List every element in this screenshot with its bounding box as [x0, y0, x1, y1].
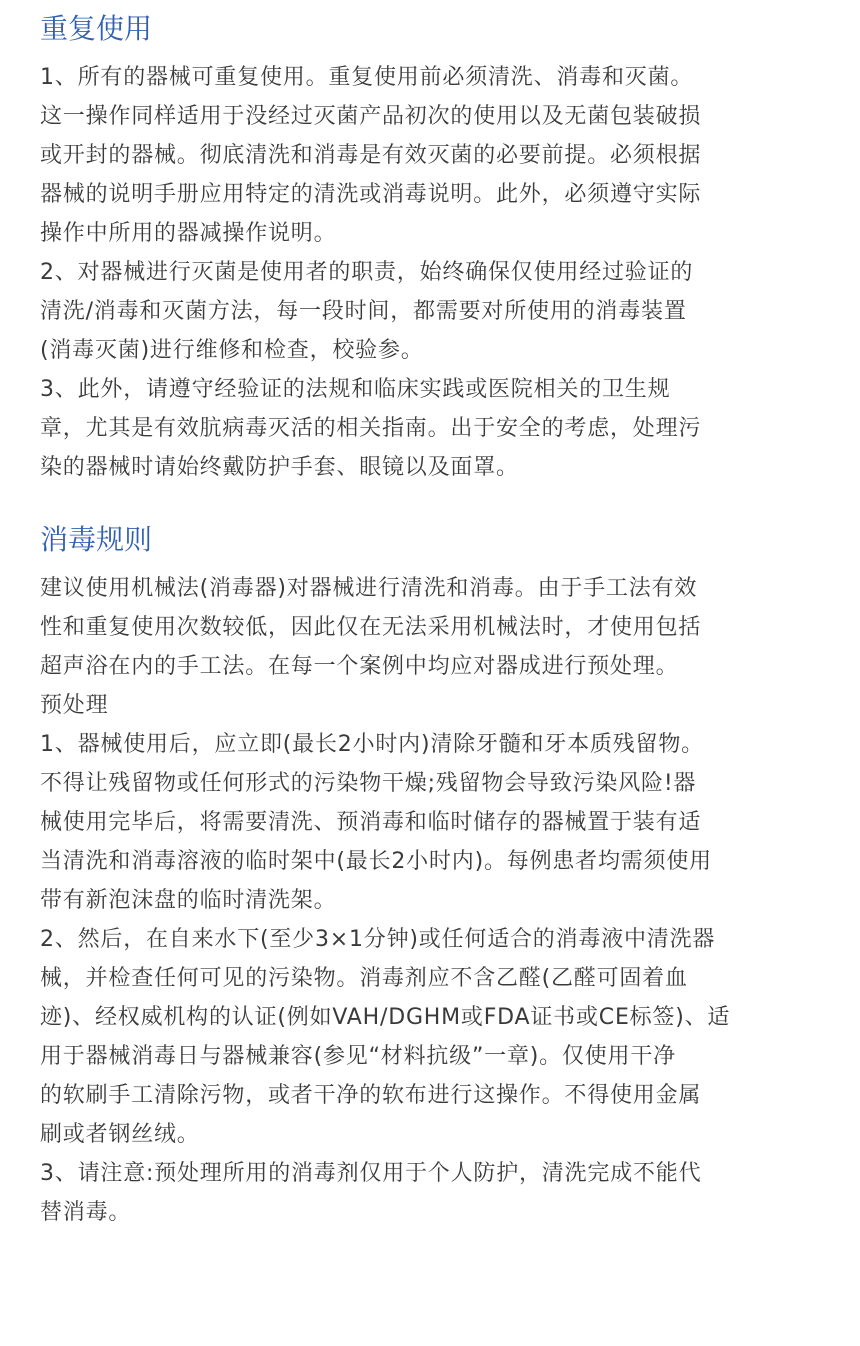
text-line: 迹)、经权威机构的认证(例如VAH/DGHM或FDA证书或CE标签)、适	[40, 1005, 731, 1030]
text-line: 1、器械使用后，应立即(最长2小时内)清除牙髓和牙本质残留物。	[40, 732, 704, 757]
text-line: 这一操作同样适用于没经过灭菌产品初次的使用以及无菌包装破损	[40, 104, 702, 129]
text-line: 操作中所用的器减操作说明。	[40, 221, 337, 246]
section-body-reuse	[40, 58, 820, 487]
text-line: 3、此外，请遵守经验证的法规和临床实践或医院相关的卫生规	[40, 377, 671, 402]
document-page	[0, 8, 860, 1346]
text-line: 当清洗和消毒溶液的临时架中(最长2小时内)。每例患者均需须使用	[40, 849, 712, 874]
text-line: 替消毒。	[40, 1200, 132, 1225]
text-line: 2、然后，在自来水下(至少3×1分钟)或任何适合的消毒液中清洗器	[40, 927, 716, 952]
text-line: 2、对器械进行灭菌是使用者的职责，始终确保仅使用经过验证的	[40, 260, 694, 285]
text-line: 3、请注意:预处理所用的消毒剂仅用于个人防护，清洗完成不能代	[40, 1161, 702, 1186]
text-line: 的软刷手工清除污物，或者干净的软布进行这操作。不得使用金属	[40, 1083, 702, 1108]
text-line: 1、所有的器械可重复使用。重复使用前必须清洗、消毒和灭菌。	[40, 65, 694, 90]
section-title-reuse: 重复使用	[40, 12, 153, 45]
text-line: 用于器械消毒日与器械兼容(参见“材料抗级”一章)。仅使用干净	[40, 1044, 676, 1069]
text-line: 超声浴在内的手工法。在每一个案例中均应对器成进行预处理。	[40, 654, 679, 679]
text-line: 械，并检查任何可见的污染物。消毒剂应不含乙醛(乙醛可固着血	[40, 966, 688, 991]
text-line: (消毒灭菌)进行维修和检查，校验参。	[40, 338, 424, 363]
text-line: 械使用完毕后，将需要清洗、预消毒和临时储存的器械置于装有适	[40, 810, 702, 835]
text-line: 带有新泡沫盘的临时清洗架。	[40, 888, 337, 913]
text-line: 染的器械时请始终戴防护手套、眼镜以及面罩。	[40, 455, 519, 480]
text-line: 清洗/消毒和灭菌方法，每一段时间，都需要对所使用的消毒装置	[40, 299, 687, 324]
text-line: 章，尤其是有效肮病毒灭活的相关指南。出于安全的考虑，处理污	[40, 416, 702, 441]
text-line: 建议使用机械法(消毒器)对器械进行清洗和消毒。由于手工法有效	[40, 576, 698, 601]
subheading-pretreatment: 预处理	[40, 693, 109, 718]
text-line: 性和重复使用次数较低，因此仅在无法采用机械法时，才使用包括	[40, 615, 702, 640]
text-line: 不得让残留物或任何形式的污染物干燥;残留物会导致污染风险!器	[40, 771, 697, 796]
text-line: 刷或者钢丝绒。	[40, 1122, 200, 1147]
section-title-disinfection: 消毒规则	[40, 523, 153, 556]
text-line: 或开封的器械。彻底清洗和消毒是有效灭菌的必要前提。必须根据	[40, 143, 702, 168]
section-body-disinfection	[40, 569, 820, 1232]
text-line: 器械的说明手册应用特定的清洗或消毒说明。此外，必须遵守实际	[40, 182, 702, 207]
